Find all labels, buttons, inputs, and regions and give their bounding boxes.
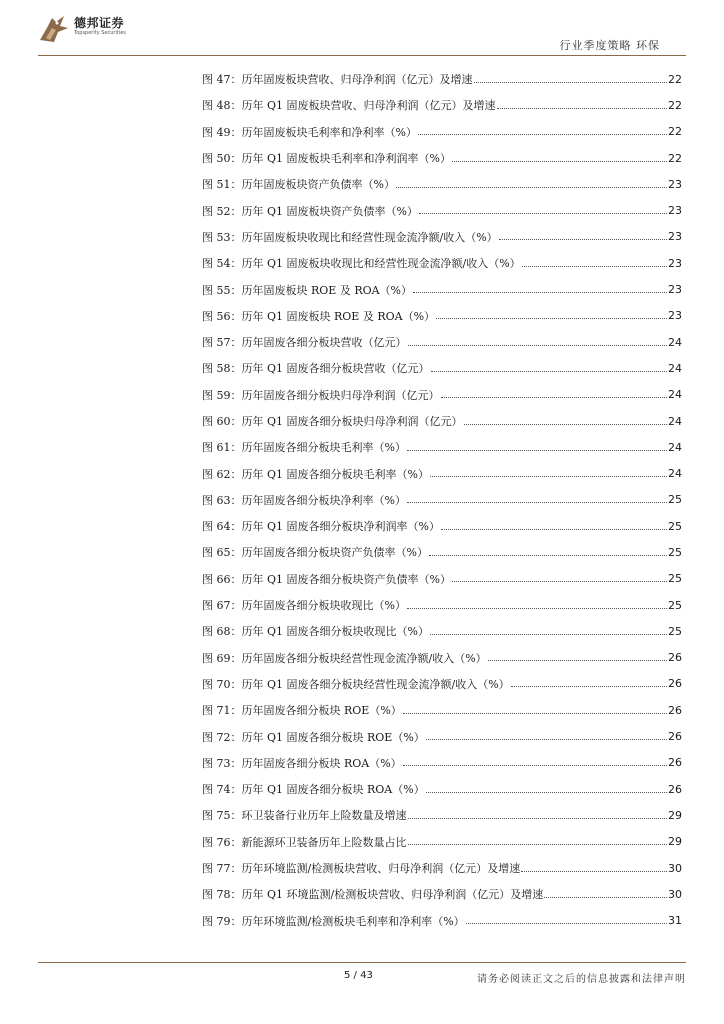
toc-entry[interactable] xyxy=(202,434,682,460)
toc-leader-dots xyxy=(408,345,668,346)
toc-entry-page: 30 xyxy=(668,887,682,901)
toc-leader-dots xyxy=(452,581,667,582)
toc-entry-page: 24 xyxy=(668,440,682,454)
toc-entry-label: 图 65：历年固废各细分板块资产负债率（%） xyxy=(202,546,428,560)
toc-entry-label: 图 70：历年 Q1 固废各细分板块经营性现金流净额/收入（%） xyxy=(202,677,510,691)
toc-entry[interactable] xyxy=(202,355,682,381)
toc-entry[interactable] xyxy=(202,855,682,881)
toc-entry-label: 图 71：历年固废各细分板块 ROE（%） xyxy=(202,704,402,718)
toc-entry-page: 23 xyxy=(668,204,682,218)
toc-leader-dots xyxy=(497,108,667,109)
toc-entry[interactable] xyxy=(202,250,682,276)
toc-entry[interactable] xyxy=(202,460,682,486)
toc-entry-page: 29 xyxy=(668,835,682,849)
toc-leader-dots xyxy=(488,660,667,661)
toc-entry-label: 图 78：历年 Q1 环境监测/检测板块营收、归母净利润（亿元）及增速 xyxy=(202,888,544,902)
section-title: 行业季度策略 环保 xyxy=(559,39,660,52)
toc-entry[interactable] xyxy=(202,276,682,302)
toc-entry-page: 25 xyxy=(668,545,682,559)
toc-entry-page: 25 xyxy=(668,624,682,638)
toc-entry-label: 图 67：历年固废各细分板块收现比（%） xyxy=(202,599,406,613)
toc-entry-label: 图 52：历年 Q1 固废板块资产负债率（%） xyxy=(202,204,418,218)
toc-leader-dots xyxy=(466,923,667,924)
toc-entry-label: 图 48：历年 Q1 固废板块营收、归母净利润（亿元）及增速 xyxy=(202,99,496,113)
toc-entry-label: 图 59：历年固废各细分板块归母净利润（亿元） xyxy=(202,388,440,402)
toc-leader-dots xyxy=(464,424,667,425)
toc-leader-dots xyxy=(544,897,667,898)
toc-entry-page: 25 xyxy=(668,519,682,533)
toc-entry-label: 图 64：历年 Q1 固废各细分板块净利润率（%） xyxy=(202,520,440,534)
toc-leader-dots xyxy=(431,371,667,372)
toc-leader-dots xyxy=(418,134,667,135)
toc-entry[interactable] xyxy=(202,408,682,434)
toc-leader-dots xyxy=(407,450,667,451)
toc-leader-dots xyxy=(441,529,667,530)
toc-entry[interactable] xyxy=(202,908,682,934)
toc-entry-label: 图 54：历年 Q1 固废板块收现比和经营性现金流净额/收入（%） xyxy=(202,257,521,271)
toc-leader-dots xyxy=(521,871,667,872)
toc-entry-page: 26 xyxy=(668,730,682,744)
toc-entry-page: 25 xyxy=(668,493,682,507)
toc-entry-page: 22 xyxy=(668,125,682,139)
toc-entry[interactable] xyxy=(202,750,682,776)
toc-leader-dots xyxy=(522,266,667,267)
toc-leader-dots xyxy=(413,292,667,293)
toc-entry-label: 图 61：历年固废各细分板块毛利率（%） xyxy=(202,441,406,455)
toc-entry[interactable] xyxy=(202,697,682,723)
toc-entry[interactable] xyxy=(202,303,682,329)
toc-entry-page: 26 xyxy=(668,677,682,691)
toc-entry[interactable] xyxy=(202,671,682,697)
toc-entry-label: 图 51：历年固废板块资产负债率（%） xyxy=(202,178,395,192)
toc-entry-label: 图 76：新能源环卫装备历年上险数量占比 xyxy=(202,835,407,849)
toc-entry-page: 23 xyxy=(668,283,682,297)
toc-entry-page: 23 xyxy=(668,230,682,244)
toc-entry-label: 图 49：历年固废板块毛利率和净利率（%） xyxy=(202,125,417,139)
toc-leader-dots xyxy=(396,187,667,188)
toc-entry[interactable] xyxy=(202,829,682,855)
toc-entry-page: 24 xyxy=(668,335,682,349)
toc-entry-label: 图 74：历年 Q1 固废各细分板块 ROA（%） xyxy=(202,783,425,797)
toc-leader-dots xyxy=(419,213,667,214)
toc-entry-label: 图 72：历年 Q1 固废各细分板块 ROE（%） xyxy=(202,730,425,744)
toc-entry[interactable] xyxy=(202,487,682,513)
logo-name-en: Topsperity Securities xyxy=(74,30,126,36)
toc-entry-page: 25 xyxy=(668,598,682,612)
toc-entry[interactable] xyxy=(202,145,682,171)
toc-entry-page: 23 xyxy=(668,177,682,191)
toc-entry-page: 24 xyxy=(668,361,682,375)
toc-entry-label: 图 50：历年 Q1 固废板块毛利率和净利润率（%） xyxy=(202,152,451,166)
legal-disclaimer: 请务必阅读正文之后的信息披露和法律声明 xyxy=(477,974,686,985)
toc-entry[interactable] xyxy=(202,881,682,907)
page-number: 5 / 43 xyxy=(344,970,373,981)
toc-entry[interactable] xyxy=(202,197,682,223)
toc-entry[interactable] xyxy=(202,513,682,539)
toc-leader-dots xyxy=(474,82,668,83)
toc-entry[interactable] xyxy=(202,645,682,671)
toc-entry[interactable] xyxy=(202,224,682,250)
toc-entry-label: 图 66：历年 Q1 固废各细分板块资产负债率（%） xyxy=(202,572,451,586)
toc-leader-dots xyxy=(430,634,667,635)
toc-entry-label: 图 79：历年环境监测/检测板块毛利率和净利率（%） xyxy=(202,914,465,928)
figure-index-list xyxy=(202,66,682,934)
toc-entry-page: 26 xyxy=(668,782,682,796)
logo-mark-icon xyxy=(38,14,70,44)
toc-entry-label: 图 47：历年固废板块营收、归母净利润（亿元）及增速 xyxy=(202,73,473,87)
toc-entry[interactable] xyxy=(202,92,682,118)
toc-leader-dots xyxy=(407,608,667,609)
toc-entry-page: 30 xyxy=(668,861,682,875)
toc-entry-page: 24 xyxy=(668,467,682,481)
toc-entry[interactable] xyxy=(202,592,682,618)
page-header xyxy=(0,0,724,60)
toc-leader-dots xyxy=(429,555,667,556)
toc-leader-dots xyxy=(403,713,667,714)
toc-entry[interactable] xyxy=(202,66,682,92)
toc-leader-dots xyxy=(407,502,667,503)
toc-leader-dots xyxy=(403,765,667,766)
toc-entry-page: 26 xyxy=(668,651,682,665)
toc-entry-label: 图 68：历年 Q1 固废各细分板块收现比（%） xyxy=(202,625,429,639)
toc-entry-page: 23 xyxy=(668,309,682,323)
toc-entry-label: 图 77：历年环境监测/检测板块营收、归母净利润（亿元）及增速 xyxy=(202,862,521,876)
toc-entry-page: 25 xyxy=(668,572,682,586)
toc-leader-dots xyxy=(408,818,668,819)
toc-entry-label: 图 62：历年 Q1 固废各细分板块毛利率（%） xyxy=(202,467,429,481)
toc-entry[interactable] xyxy=(202,723,682,749)
toc-entry-page: 22 xyxy=(668,151,682,165)
toc-leader-dots xyxy=(452,161,667,162)
toc-entry[interactable] xyxy=(202,329,682,355)
toc-entry-page: 26 xyxy=(668,703,682,717)
toc-entry[interactable] xyxy=(202,618,682,644)
toc-entry-page: 31 xyxy=(668,914,682,928)
toc-entry[interactable] xyxy=(202,566,682,592)
toc-entry-label: 图 57：历年固废各细分板块营收（亿元） xyxy=(202,336,407,350)
toc-leader-dots xyxy=(426,739,667,740)
toc-entry[interactable] xyxy=(202,119,682,145)
toc-entry-label: 图 63：历年固废各细分板块净利率（%） xyxy=(202,493,406,507)
toc-leader-dots xyxy=(441,397,668,398)
toc-leader-dots xyxy=(430,476,667,477)
toc-entry-label: 图 56：历年 Q1 固废板块 ROE 及 ROA（%） xyxy=(202,309,436,323)
toc-entry-page: 22 xyxy=(668,98,682,112)
toc-entry-label: 图 55：历年固废板块 ROE 及 ROA（%） xyxy=(202,283,413,297)
toc-leader-dots xyxy=(408,844,668,845)
toc-entry-label: 图 73：历年固废各细分板块 ROA（%） xyxy=(202,756,402,770)
toc-leader-dots xyxy=(511,686,667,687)
toc-entry-page: 22 xyxy=(668,72,682,86)
logo-name-cn: 德邦证券 xyxy=(74,16,125,30)
footer-divider xyxy=(38,962,686,963)
company-logo xyxy=(38,14,126,44)
toc-entry-label: 图 69：历年固废各细分板块经营性现金流净额/收入（%） xyxy=(202,651,487,665)
toc-leader-dots xyxy=(436,318,667,319)
header-divider xyxy=(38,55,686,56)
toc-entry-label: 图 53：历年固废板块收现比和经营性现金流净额/收入（%） xyxy=(202,230,498,244)
toc-entry-page: 23 xyxy=(668,256,682,270)
toc-entry-label: 图 75：环卫装备行业历年上险数量及增速 xyxy=(202,809,407,823)
toc-entry[interactable] xyxy=(202,802,682,828)
toc-leader-dots xyxy=(499,239,667,240)
toc-entry-label: 图 60：历年 Q1 固废各细分板块归母净利润（亿元） xyxy=(202,415,463,428)
toc-entry-page: 24 xyxy=(668,388,682,402)
toc-entry-page: 24 xyxy=(668,414,682,428)
toc-entry[interactable] xyxy=(202,382,682,408)
toc-entry[interactable] xyxy=(202,776,682,802)
toc-entry-label: 图 58：历年 Q1 固废各细分板块营收（亿元） xyxy=(202,362,430,376)
toc-entry[interactable] xyxy=(202,171,682,197)
toc-entry-page: 26 xyxy=(668,756,682,770)
toc-entry[interactable] xyxy=(202,539,682,565)
toc-leader-dots xyxy=(426,792,667,793)
toc-entry-page: 29 xyxy=(668,808,682,822)
